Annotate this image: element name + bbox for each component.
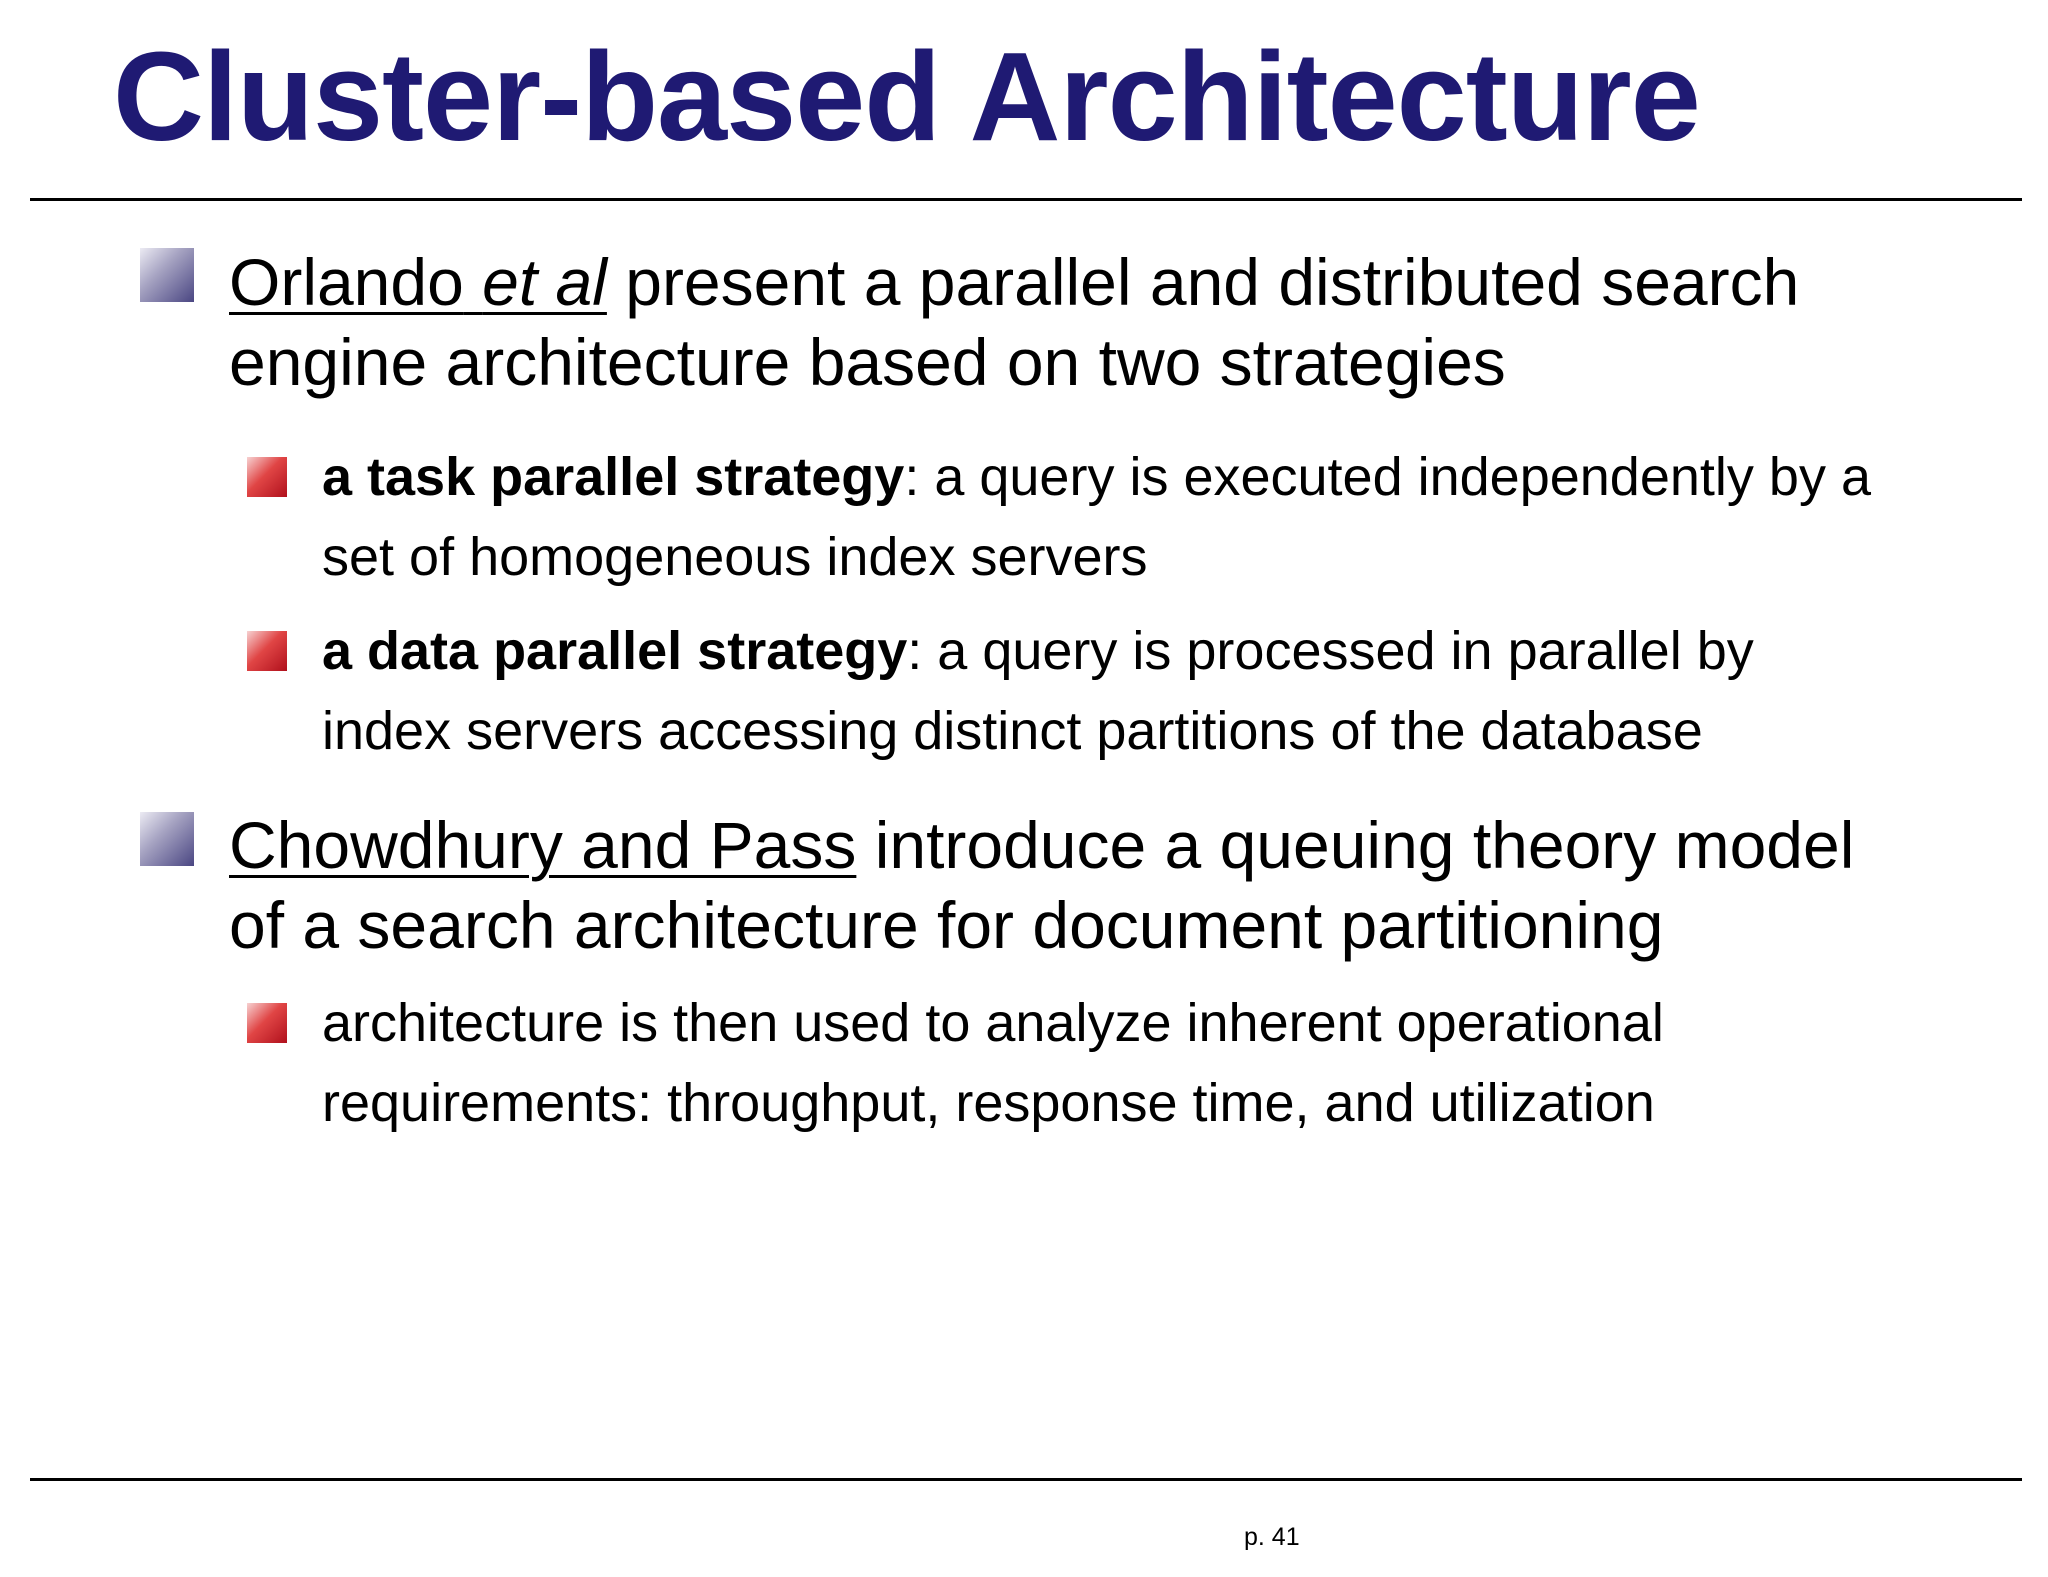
sub-bullet-architecture-line2: requirements: throughput, response time, and utilization bbox=[322, 1073, 1655, 1133]
sub-bullet-square-icon bbox=[247, 457, 287, 497]
sub-bullet-data-parallel-line1: a data parallel strategy: a query is processed in parallel by bbox=[322, 621, 1754, 681]
sub-bullet-square-icon bbox=[247, 1003, 287, 1043]
author-link-orlando: Orlando et al bbox=[229, 245, 607, 319]
author-link-chowdhury-pass: Chowdhury and Pass bbox=[229, 808, 857, 882]
sub-bullet-data-parallel-line2: index servers accessing distinct partitions of the database bbox=[322, 701, 1703, 761]
bullet-orlando-line1: Orlando et al present a parallel and distributed search bbox=[229, 245, 1800, 319]
bullet-square-icon bbox=[140, 248, 194, 302]
sub-bullet-task-parallel-line2: set of homogeneous index servers bbox=[322, 527, 1148, 587]
sub-bullet-task-parallel-line1: a task parallel strategy: a query is executed independently by a bbox=[322, 447, 1871, 507]
slide-title: Cluster-based Architecture bbox=[113, 26, 1700, 167]
bullet-chowdhury-line1: Chowdhury and Pass introduce a queuing theory model bbox=[229, 808, 1855, 882]
sub-bullet-architecture-line1: architecture is then used to analyze inherent operational bbox=[322, 993, 1664, 1053]
bullet-chowdhury-line2: of a search architecture for document partitioning bbox=[229, 888, 1664, 962]
bullet-square-icon bbox=[140, 812, 194, 866]
page-number: p. 41 bbox=[1244, 1523, 1300, 1551]
footer-divider bbox=[30, 1478, 2022, 1481]
sub-bullet-square-icon bbox=[247, 631, 287, 671]
bullet-orlando-line2: engine architecture based on two strategies bbox=[229, 325, 1506, 399]
title-divider bbox=[30, 198, 2022, 201]
